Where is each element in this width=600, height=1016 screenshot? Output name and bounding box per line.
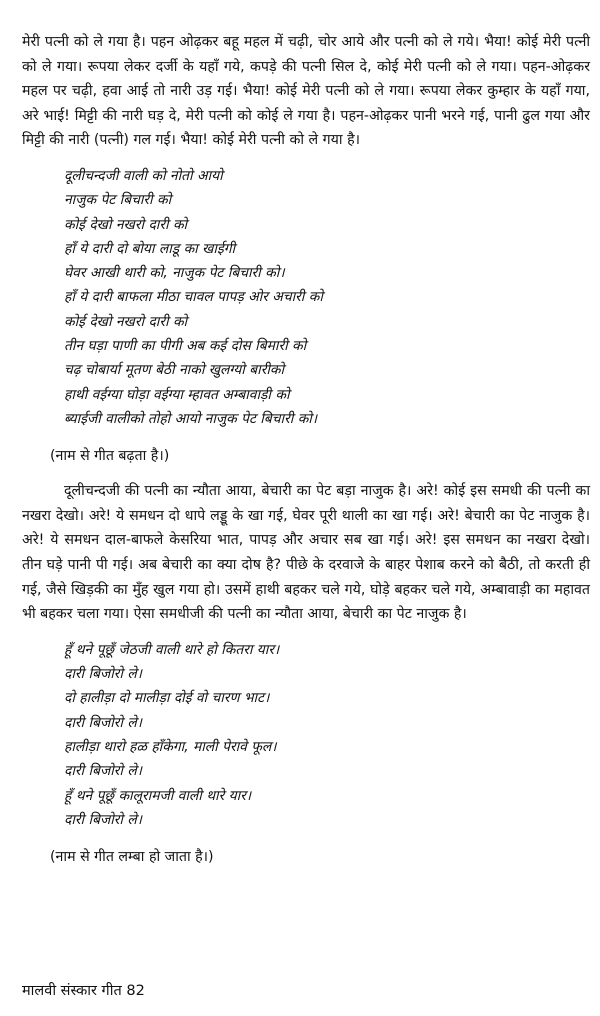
song-1-line: तीन घड़ा पाणी का पीगी अब कई दोस बिमारी को bbox=[64, 338, 307, 355]
paragraph-2: दूलीचन्दजी की पत्नी का न्यौता आया, बेचारी का पेट बड़ा नाजुक है। अरे! कोई इस समधी की पत्नी का नखरा देखो। अरे! ये समधन दो धापे लड्डू के खा गई, घेवर पूरी थाली का खा गई। अरे! बेचारी का पेट नाजुक है। अरे! ये समधन दाल-बाफले केसरिया भात, पापड़ और अचार सब खा गई। अरे! इस समधन का नखरा देखो। तीन घड़े पानी पी गई। अब बेचारी का क्या दोष है? पीछे के दरवाजे के बाहर पेशाब करने को बैठी, तो करती ही गई, जैसे खिड़की का मुँह खुल गया हो। उसमें हाथी बहकर चले गये, घोड़े बहकर चले गये, अम्बावाड़ी का महावत भी बहकर चला गया। ऐसा समधीजी की पत्नी का न्यौता आया, बेचारी का पेट नाजुक है। bbox=[22, 483, 590, 623]
song-1-line: कोई देखो नखरो दारी को bbox=[64, 216, 188, 233]
song-1 bbox=[22, 164, 590, 431]
page-body bbox=[22, 30, 590, 869]
song-2-line: हालीड़ा थारो हळ हाँकेगा, माली पेरावे फूल। bbox=[64, 738, 277, 755]
song-1-line: हाँ ये दारी दो बोया लाडू का खाईगी bbox=[64, 240, 236, 257]
song-2-line: हूँ थने पूछूँ कालूरामजी वाली थारे यार। bbox=[64, 787, 252, 804]
song-1-line: नाजुक पेट बिचारी को bbox=[64, 192, 172, 209]
song-2-note: (नाम से गीत लम्बा हो जाता है।) bbox=[50, 849, 214, 866]
song-2-line: दारी बिजोरो ले। bbox=[64, 811, 142, 828]
song-2-line: दारी बिजोरो ले। bbox=[64, 763, 142, 780]
song-1-line: ब्याईजी वालीको तोहो आयो नाजुक पेट बिचारी को। bbox=[64, 410, 318, 427]
paragraph-1: मेरी पत्नी को ले गया है। पहन ओढ़कर बहू महल में चढ़ी, चोर आये और पत्नी को ले गये। भैया! कोई मेरी पत्नी को ले गया। रूपया लेकर दर्जी के यहाँ गये, कपड़े की पत्नी सिल दे, कोई मेरी पत्नी को ले गया। पहन-ओढ़कर महल पर चढ़ी, हवा आई तो नारी उड़ गई। भैया! कोई मेरी पत्नी को ले गया। रूपया लेकर कुम्हार के यहाँ गया, अरे भाई! मिट्टी की नारी घड़ दे, मेरी पत्नी को कोई ले गया है। पहन-ओढ़कर पानी भरने गई, पानी ढुल गया और मिट्टी की नारी (पत्नी) गल गई। भैया! कोई मेरी पत्नी को ले गया है। bbox=[22, 34, 590, 149]
song-2 bbox=[22, 638, 590, 832]
page-footer: मालवी संस्कार गीत 82 bbox=[22, 983, 145, 999]
song-1-line: हाथी वईग्या घोड़ा वईग्या म्हावत अम्बावाड़ी को bbox=[64, 386, 290, 403]
song-1-line: दूलीचन्दजी वाली को नोतो आयो bbox=[64, 167, 223, 184]
song-1-line: कोई देखो नखरो दारी को bbox=[64, 313, 188, 330]
song-1-line: घेवर आखी थारी को, नाजुक पेट बिचारी को। bbox=[64, 265, 285, 282]
song-1-line: चढ़ चोबार्या मूतण बेठी नाको खुलग्यो बारीको bbox=[64, 362, 285, 379]
song-1-note: (नाम से गीत बढ़ता है।) bbox=[50, 448, 170, 465]
song-2-line: हूँ थने पूछूँ जेठजी वाली थारे हो कितरा यार। bbox=[64, 641, 280, 658]
song-1-line: हाँ ये दारी बाफला मीठा चावल पापड़ ओर अचारी को bbox=[64, 289, 323, 306]
song-2-line: दारी बिजोरो ले। bbox=[64, 666, 142, 683]
song-2-line: दो हालीड़ा दो मालीड़ा दोई वो चारण भाट। bbox=[64, 690, 270, 707]
song-2-line: दारी बिजोरो ले। bbox=[64, 714, 142, 731]
